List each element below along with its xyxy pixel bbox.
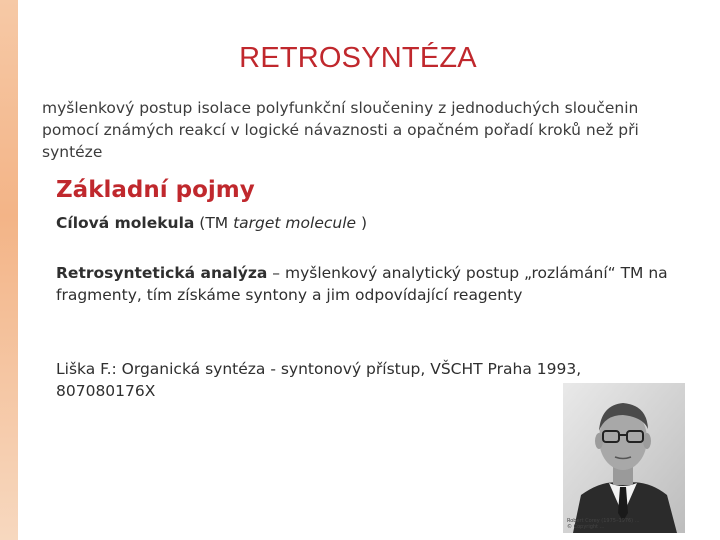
section-heading: Základní pojmy — [56, 177, 255, 203]
literature-reference: Liška F.: Organická syntéza - syntonový přístup, VŠCHT Praha 1993, 807080176X — [56, 360, 582, 400]
slide-title: RETROSYNTÉZA — [239, 42, 477, 74]
term-retrosynthetic-analysis: Retrosyntetická analýza – myšlenkový analytický postup „rozlámání“ TM na fragmenty, tím získáme syntony a jim odpovídající reagenty — [56, 264, 668, 304]
decorative-sidebar — [0, 0, 18, 540]
term-target-molecule-label: Cílová molekula — [56, 214, 195, 232]
intro-paragraph: myšlenkový postup isolace polyfunkční sloučeniny z jednoduchých sloučenin pomocí známých reakcí v logické návaznosti a opačném pořadí kroků než při syntéze — [42, 99, 639, 161]
portrait-photo — [563, 383, 685, 533]
term-target-molecule: Cílová molekula (TM target molecule ) — [56, 214, 368, 232]
term-retrosynthetic-analysis-label: Retrosyntetická analýza — [56, 264, 268, 282]
portrait-illustration — [563, 383, 685, 533]
photo-caption: Robert Corey (1975–1976) ... © Copyright ... — [567, 518, 640, 530]
